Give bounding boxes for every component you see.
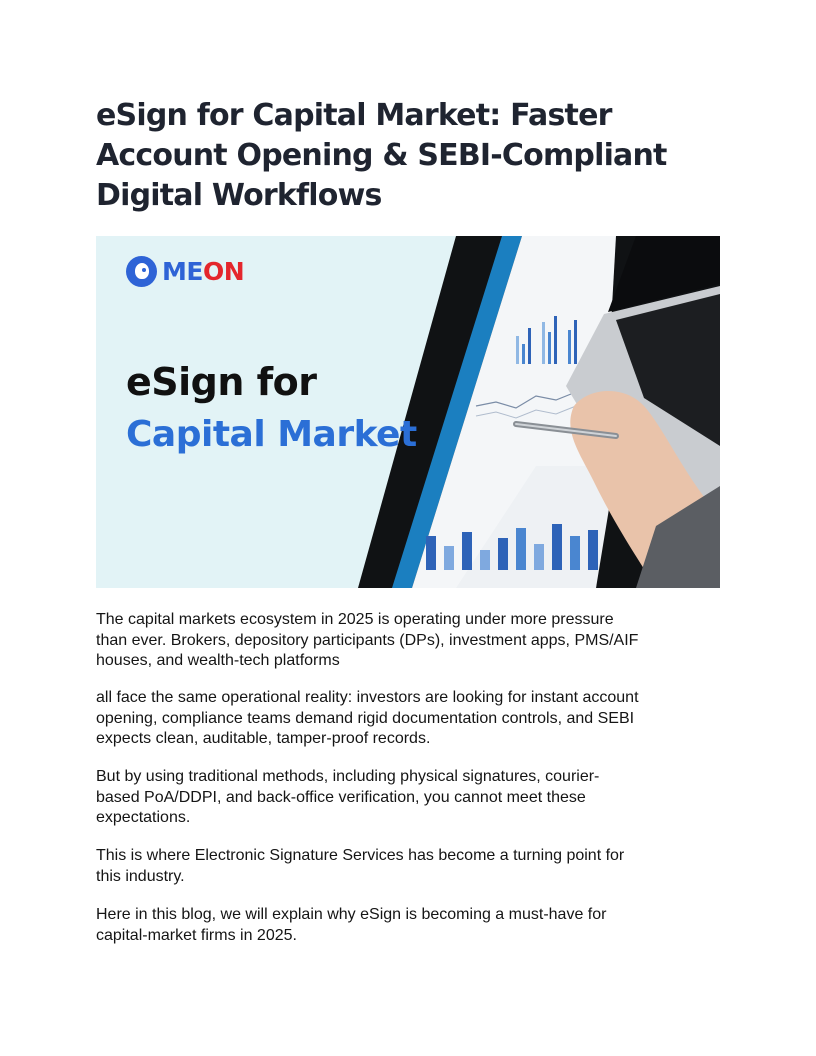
bottom-chart-bar (480, 550, 490, 570)
meon-logo (126, 256, 244, 287)
paragraph-line: The capital markets ecosystem in 2025 is operating under more pressure (96, 611, 614, 628)
bottom-chart-bar (588, 530, 598, 570)
chart-bar (574, 320, 577, 364)
body-paragraph (96, 688, 724, 750)
body-paragraph (96, 905, 724, 946)
hero-heading-line-1: eSign for (126, 360, 317, 404)
bottom-chart-bar (552, 524, 562, 570)
body-paragraph (96, 767, 724, 829)
meon-logo-icon (126, 256, 157, 287)
hero-banner-image (96, 236, 720, 588)
chart-bar (548, 332, 551, 364)
title-line-1: eSign for Capital Market: Faster (96, 98, 612, 133)
bottom-chart-bar (426, 536, 436, 570)
bottom-chart-bar (570, 536, 580, 570)
logo-text-left: ME (162, 257, 203, 286)
document-title (96, 96, 720, 216)
paragraph-line: This is where Electronic Signature Services has become a turning point for (96, 847, 625, 864)
paragraph-line: opening, compliance teams demand rigid documentation controls, and SEBI (96, 709, 635, 727)
paragraph-line: capital-market firms in 2025. (96, 926, 297, 944)
logo-text-right: ON (202, 257, 245, 286)
paragraph-line: based PoA/DDPI, and back-office verification, you cannot meet these (96, 788, 586, 806)
body-paragraph (96, 846, 724, 887)
chart-bar (516, 336, 519, 364)
paragraph-line: all face the same operational reality: investors are looking for instant account (96, 689, 639, 706)
bottom-chart-bar (462, 532, 472, 570)
paragraph-line: Here in this blog, we will explain why eSign is becoming a must-have for (96, 906, 607, 923)
paragraph-line: But by using traditional methods, including physical signatures, courier- (96, 768, 600, 785)
paragraph-line: than ever. Brokers, depository participants (DPs), investment apps, PMS/AIF (96, 631, 639, 649)
bottom-chart-bar (444, 546, 454, 570)
bottom-chart-bar (516, 528, 526, 570)
paragraph-line: houses, and wealth-tech platforms (96, 652, 340, 669)
bottom-chart-bar (534, 544, 544, 570)
hero-heading-line-2: Capital Market (126, 414, 417, 455)
chart-bar (542, 322, 545, 364)
bottom-chart-bar (498, 538, 508, 570)
chart-bar (528, 328, 531, 364)
meon-logo-wordmark (162, 256, 244, 287)
paragraph-line: expects clean, auditable, tamper-proof records. (96, 730, 431, 747)
chart-bar (568, 330, 571, 364)
title-line-2: Account Opening & SEBI-Compliant (96, 138, 667, 173)
chart-bar (522, 344, 525, 364)
paragraph-line: this industry. (96, 867, 185, 885)
title-line-3: Digital Workflows (96, 178, 382, 213)
body-paragraph (96, 610, 724, 672)
chart-bar (554, 316, 557, 364)
paragraph-line: expectations. (96, 809, 191, 826)
